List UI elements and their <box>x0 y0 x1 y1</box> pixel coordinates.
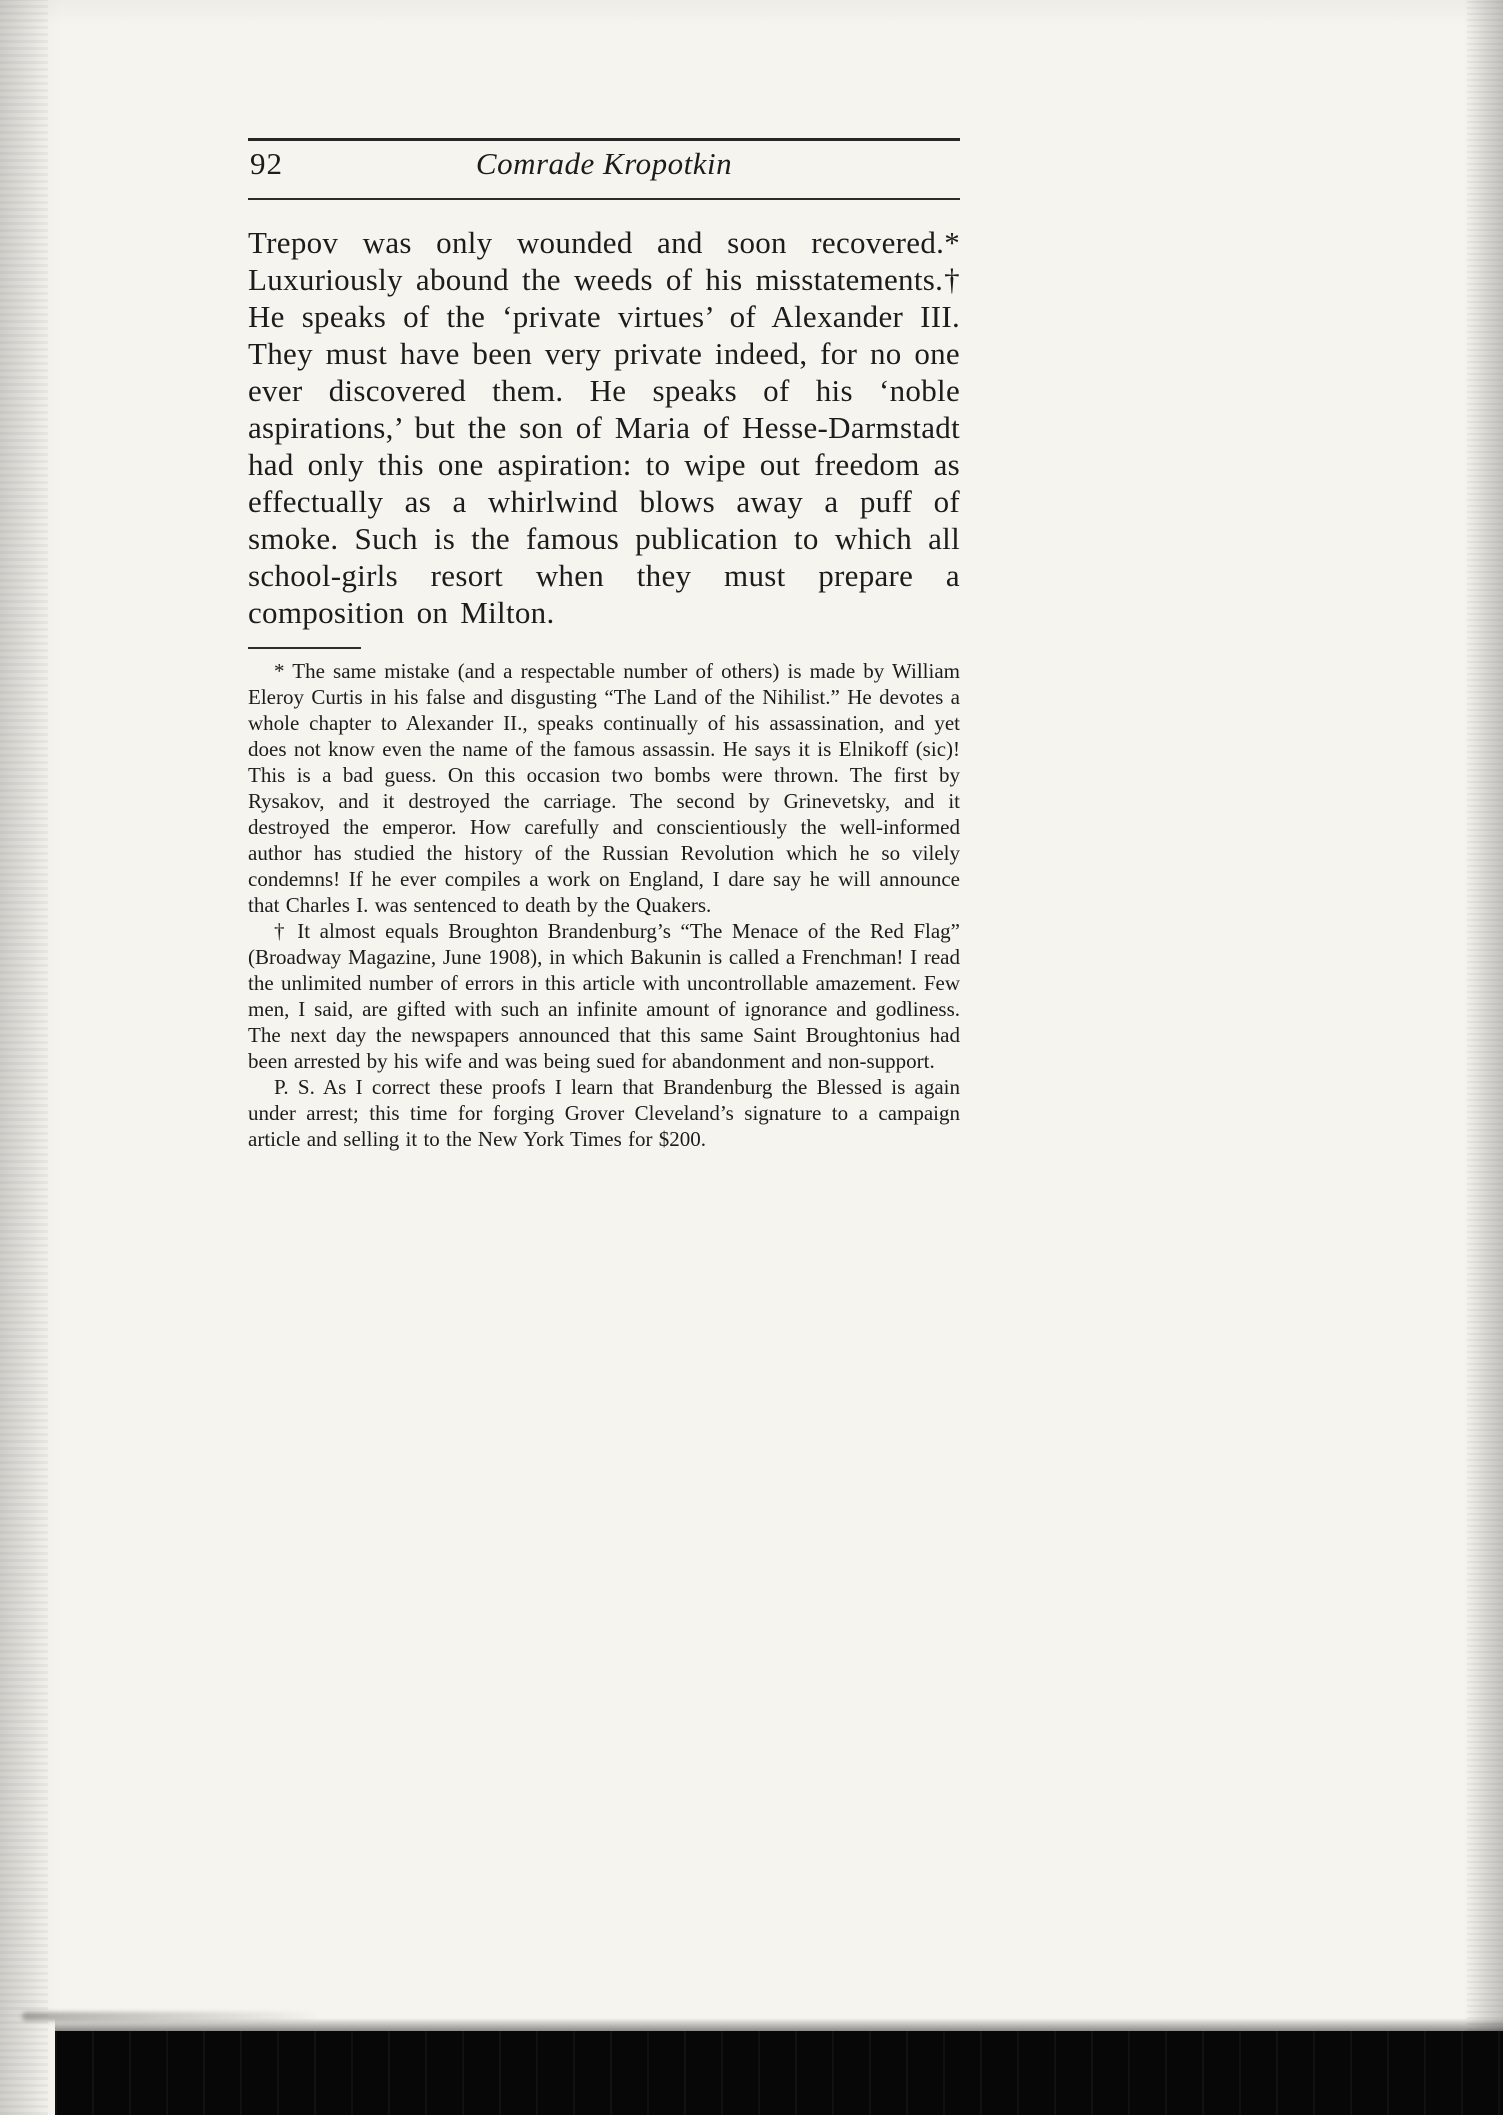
scan-edge-left <box>0 0 48 2115</box>
footnote-postscript-marker: P. S. <box>274 1075 315 1099</box>
footnote-postscript-text: As I correct these proofs I learn that Brandenburg the Blessed is again under arrest; this time for forging Grover Cleveland’s signature to a campaign article and selling it to the New York Times for $200. <box>248 1075 961 1151</box>
footnote-postscript <box>248 1074 960 1152</box>
body-paragraph: Trepov was only wounded and soon recovered.* Luxuriously abound the weeds of his misstatements.† He speaks of the ‘private virtues’ of Alexander III. They must have been very private indeed, for no one ever discovered them. He speaks of his ‘noble aspirations,’ but the son of Maria of Hesse-Darmstadt had only this one aspiration: to wipe out freedom as effectually as a whirlwind blows away a puff of smoke. Such is the famous publication to which all school-girls resort when they must prepare a composition on Milton. <box>248 225 960 630</box>
scan-artifact-bottom-fade <box>55 2018 1503 2032</box>
running-title: Comrade Kropotkin <box>475 146 733 181</box>
footnotes <box>248 658 960 1152</box>
scan-artifact-bottom-bar <box>55 2031 1503 2115</box>
footnote-dagger <box>248 918 960 1074</box>
page-content <box>248 138 960 1152</box>
footnote-dagger-text: It almost equals Broughton Brandenburg’s “The Menace of the Red Flag” (Broadway Magazine, June 1908), in which Bakunin is called a Frenchman! I read the unlimited number of errors in this article with uncontrollable amazement. Few men, I said, are gifted with such an infinite amount of ignorance and godliness. The next day the newspapers announced that this same Saint Broughtonius had been arrested by his wife and was being sued for abandonment and non-support. <box>248 919 960 1073</box>
footnote-asterisk-text: The same mistake (and a respectable number of others) is made by William Eleroy Curtis in his false and disgusting “The Land of the Nihilist.” He devotes a whole chapter to Alexander II., speaks continually of his assassination, and yet does not know even the name of the famous assassin. He says it is Elnikoff (sic)! This is a bad guess. On this occasion two bombs were thrown. The first by Rysakov, and it destroyed the carriage. The second by Grinevetsky, and it destroyed the emperor. How carefully and conscientiously the well-informed author has studied the history of the Russian Revolution which he so vilely condemns! If he ever compiles a work on England, I dare say he will announce that Charles I. was sentenced to death by the Quakers. <box>248 659 960 917</box>
scan-edge-right <box>1467 0 1503 2115</box>
header-rule-bottom <box>248 198 960 200</box>
page-number: 92 <box>250 146 283 181</box>
footnote-dagger-marker: † <box>274 919 288 943</box>
footnote-separator-rule <box>248 647 361 649</box>
page-header <box>248 141 960 194</box>
footnote-asterisk-marker: * <box>274 659 285 683</box>
footnote-asterisk <box>248 658 960 918</box>
